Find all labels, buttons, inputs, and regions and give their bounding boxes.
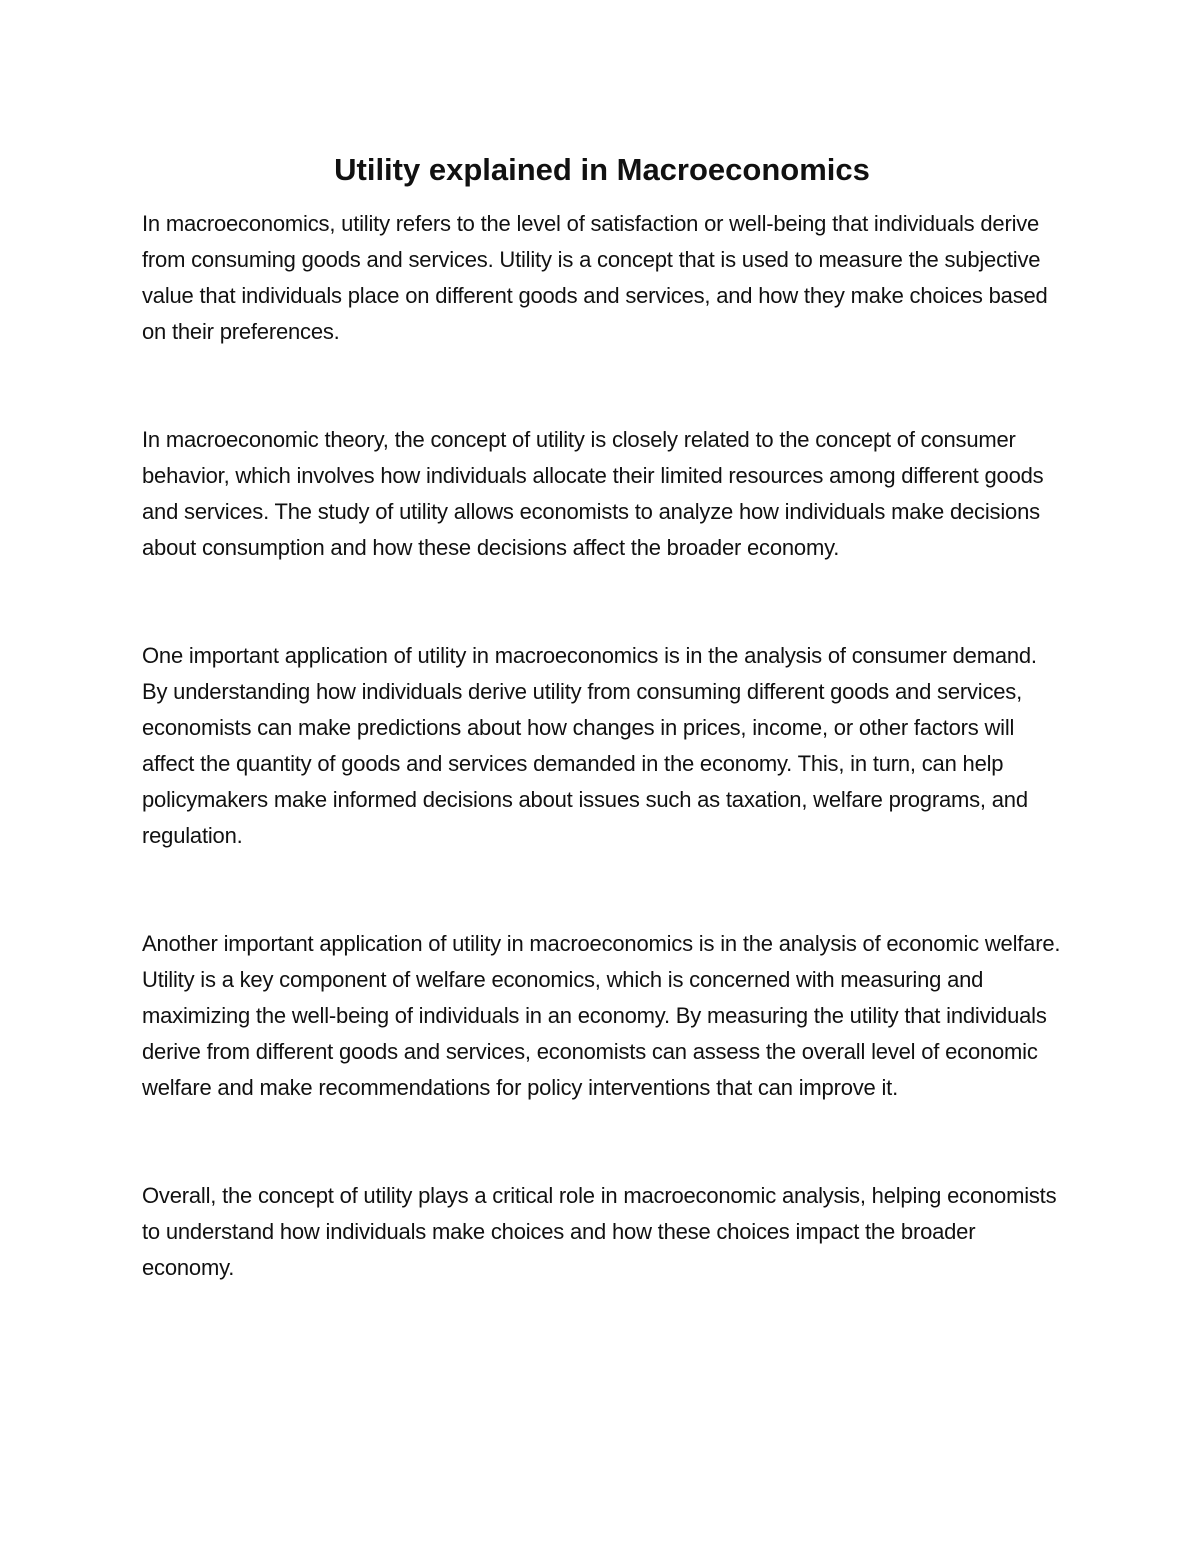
- document-body: [142, 148, 1062, 1286]
- paragraph-economic-welfare: Another important application of utility in macroeconomics is in the analysis of economic welfare. Utility is a key component of welfare economics, which is concerned with measuring and maximizing the well-being of individuals in an economy. By measuring the utility that individuals derive from different goods and services, economists can assess the overall level of economic welfare and make recommendations for policy interventions that can improve it.: [142, 931, 1061, 1100]
- document-title: Utility explained in Macroeconomics: [334, 152, 870, 187]
- paragraph-consumer-behavior: In macroeconomic theory, the concept of utility is closely related to the concept of consumer behavior, which involves how individuals allocate their limited resources among different goods and services. The study of utility allows economists to analyze how individuals make decisions about consumption and how these decisions affect the broader economy.: [142, 427, 1044, 560]
- paragraph-consumer-demand: One important application of utility in macroeconomics is in the analysis of consumer demand. By understanding how individuals derive utility from consuming different goods and services, economists can make predictions about how changes in prices, income, or other factors will affect the quantity of goods and services demanded in the economy. This, in turn, can help policymakers make informed decisions about issues such as taxation, welfare programs, and regulation.: [142, 643, 1037, 848]
- paragraph-conclusion: Overall, the concept of utility plays a critical role in macroeconomic analysis, helping economists to understand how individuals make choices and how these choices impact the broader economy.: [142, 1183, 1057, 1280]
- paragraph-definition: In macroeconomics, utility refers to the level of satisfaction or well-being that individuals derive from consuming goods and services. Utility is a concept that is used to measure the subjective value that individuals place on different goods and services, and how they make choices based on their preferences.: [142, 211, 1048, 344]
